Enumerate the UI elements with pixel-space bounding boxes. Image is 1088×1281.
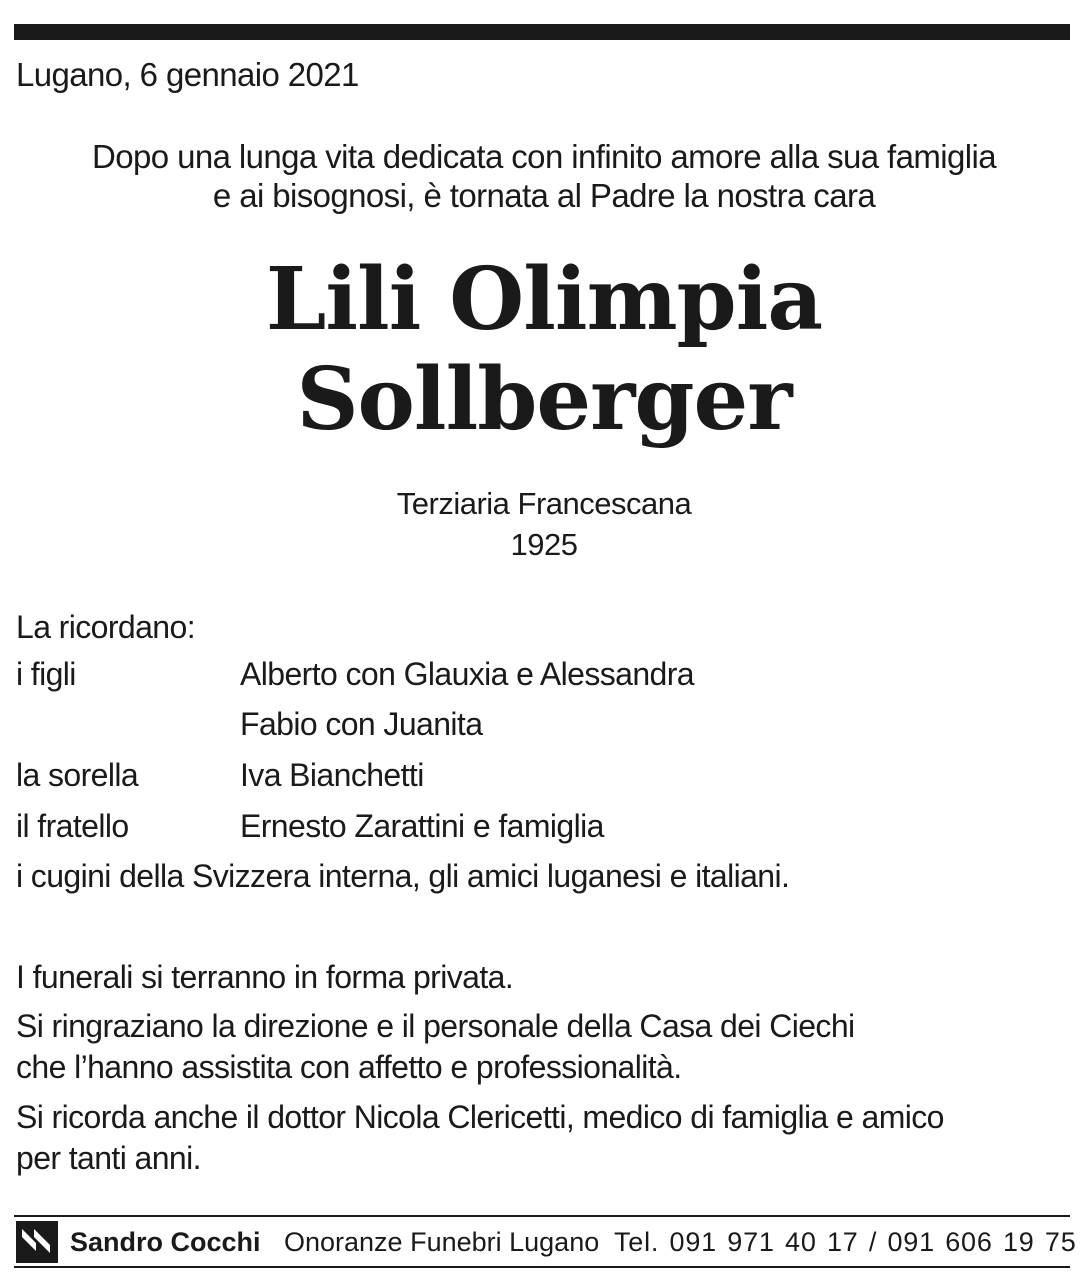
deceased-title: Terziaria Francescana — [396, 486, 692, 521]
mourner-names: Fabio con Juanita — [240, 706, 483, 742]
deceased-birth-year: 1925 — [510, 527, 578, 562]
mourner-relation: la sorella — [16, 757, 139, 793]
mourners-closing: i cugini della Svizzera interna, gli amici luganesi e italiani. — [16, 858, 790, 894]
footer-divider-top — [14, 1215, 1070, 1217]
logo-mark-icon — [16, 1221, 58, 1263]
mourner-relation: il fratello — [16, 808, 129, 844]
doctor-line-2: per tanti anni. — [16, 1140, 201, 1176]
thanks-line-1: Si ringraziano la direzione e il personale della Casa dei Ciechi — [16, 1008, 855, 1044]
footer-service: Onoranze Funebri Lugano — [284, 1227, 600, 1257]
mourner-relation: i figli — [16, 656, 76, 692]
mourner-names: Ernesto Zarattini e famiglia — [240, 808, 604, 844]
top-divider — [14, 24, 1070, 40]
footer-brand: Sandro Cocchi — [70, 1227, 261, 1257]
footer-divider-bottom — [14, 1266, 1070, 1268]
doctor-line-1: Si ricorda anche il dottor Nicola Clericetti, medico di famiglia e amico — [16, 1099, 944, 1135]
footer-phone: Tel. 091 971 40 17 / 091 606 19 75 — [614, 1227, 1077, 1257]
place-date: Lugano, 6 gennaio 2021 — [16, 56, 359, 93]
thanks-line-2: che l’hanno assistita con affetto e professionalità. — [16, 1049, 682, 1085]
mourners-heading: La ricordano: — [16, 609, 195, 645]
deceased-name-first: Lili Olimpia — [265, 249, 823, 350]
intro-line-1: Dopo una lunga vita dedicata con infinito amore alla sua famiglia — [92, 138, 996, 175]
sandro-cocchi-logo-icon — [16, 1221, 58, 1263]
funeral-note: I funerali si terranno in forma privata. — [16, 959, 514, 995]
mourner-names: Alberto con Glauxia e Alessandra — [240, 656, 694, 692]
intro-line-2: e ai bisognosi, è tornata al Padre la nostra cara — [212, 177, 876, 214]
deceased-name-last: Sollberger — [296, 349, 792, 450]
mourner-names: Iva Bianchetti — [240, 757, 424, 793]
